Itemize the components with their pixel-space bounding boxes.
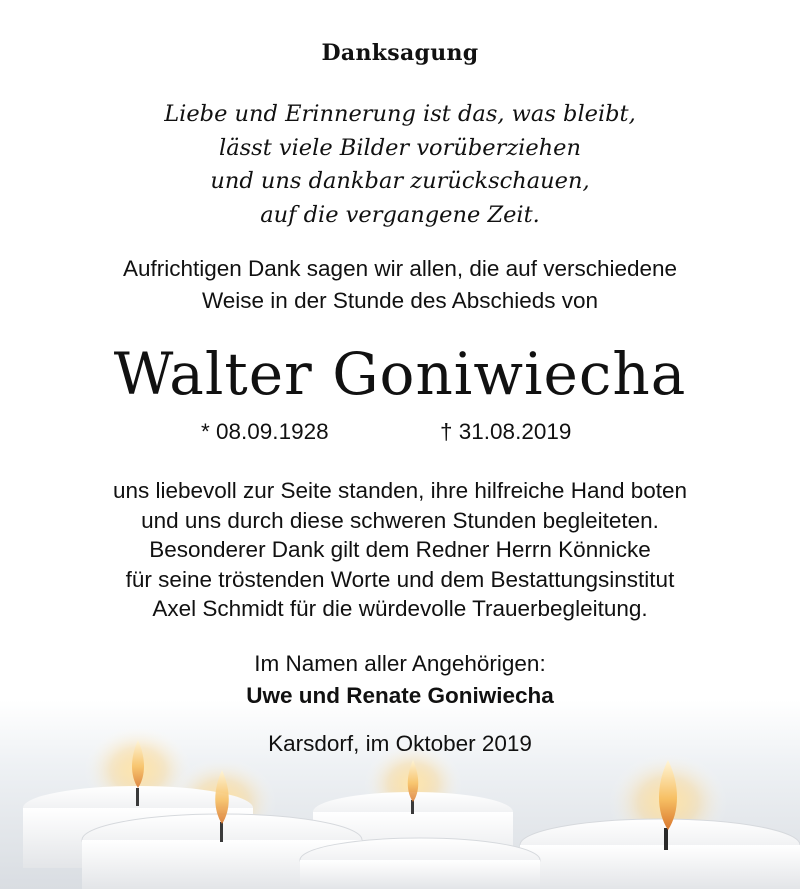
place-date: Karsdorf, im Oktober 2019 <box>268 731 532 756</box>
deceased-name: Walter Goniwiecha <box>113 340 687 408</box>
family-names: Uwe und Renate Goniwiecha <box>246 683 554 708</box>
intro-text <box>0 253 800 317</box>
thanks-line: und uns durch diese schweren Stunden begleiteten. <box>141 507 659 533</box>
signature-block <box>0 648 800 712</box>
poem-line: lässt viele Bilder vorüberziehen <box>219 134 581 161</box>
closing-line: Im Namen aller Angehörigen: <box>254 651 546 676</box>
poem <box>0 98 800 232</box>
thanks-text <box>0 476 800 624</box>
thanks-line: für seine tröstenden Worte und dem Bestattungsinstitut <box>125 566 675 592</box>
thanks-line: Axel Schmidt für die würdevolle Trauerbegleitung. <box>152 596 648 621</box>
thanks-line: Besonderer Dank gilt dem Redner Herrn Könnicke <box>149 537 651 562</box>
intro-line: Weise in der Stunde des Abschieds von <box>201 288 599 313</box>
heading: Danksagung <box>321 40 479 66</box>
poem-line: auf die vergangene Zeit. <box>260 201 540 228</box>
poem-line: Liebe und Erinnerung ist das, was bleibt, <box>164 101 636 127</box>
birth-date: * 08.09.1928 <box>201 419 329 444</box>
poem-line: und uns dankbar zurückschauen, <box>210 168 590 194</box>
thanks-line: uns liebevoll zur Seite standen, ihre hilfreiche Hand boten <box>112 478 688 503</box>
death-date: † 31.08.2019 <box>440 419 572 444</box>
intro-line: Aufrichtigen Dank sagen wir allen, die auf verschiedene <box>122 256 678 281</box>
